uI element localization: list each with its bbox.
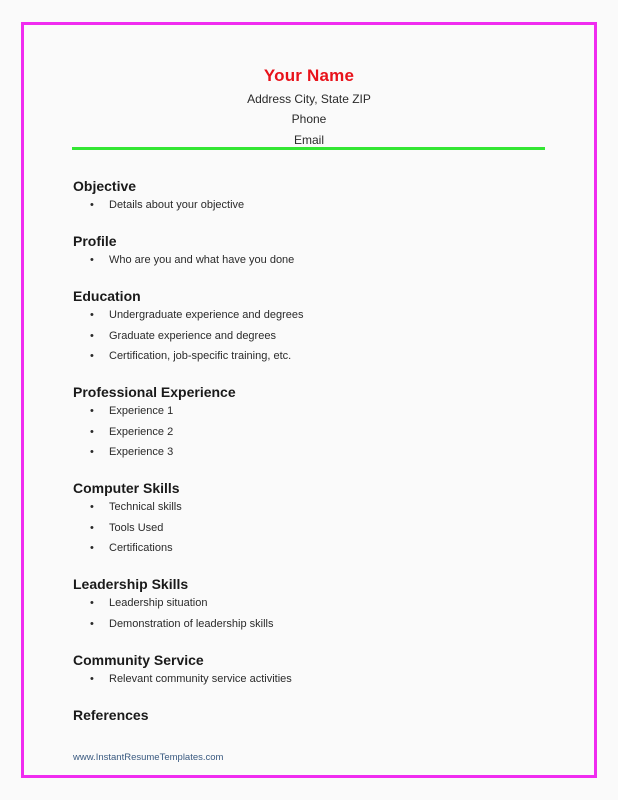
section-objective (73, 177, 573, 216)
bullet-list (73, 497, 573, 559)
section-heading: Education (73, 288, 141, 304)
bullet-list (73, 593, 573, 634)
bullet-list (73, 669, 573, 690)
section-heading: Professional Experience (73, 384, 236, 400)
section-heading: References (73, 707, 149, 723)
list-item: • Experience 1 (73, 401, 573, 422)
bullet-icon: • (90, 254, 94, 266)
list-item: • Details about your objective (73, 195, 573, 216)
address-line: Address City, State ZIP (247, 92, 371, 106)
section-heading: Objective (73, 178, 137, 194)
bullet-icon: • (90, 542, 94, 554)
list-item: • Experience 2 (73, 422, 573, 443)
bullet-icon: • (90, 199, 94, 211)
section-profile (73, 232, 573, 271)
bullet-icon: • (90, 425, 94, 438)
phone-line: Phone (291, 112, 327, 126)
bullet-icon: • (90, 617, 94, 630)
footer-website-link[interactable]: www.InstantResumeTemplates.com (73, 752, 224, 763)
bullet-list (73, 195, 573, 216)
header-divider (72, 147, 545, 150)
list-item: • Who are you and what have you done (73, 250, 573, 271)
bullet-list (73, 401, 573, 463)
section-heading: Computer Skills (73, 480, 180, 496)
bullet-list (73, 305, 573, 367)
bullet-icon: • (90, 597, 94, 609)
section-references (73, 706, 573, 724)
bullet-icon: • (90, 673, 94, 685)
list-item: • Tools Used (73, 518, 573, 539)
list-item: • Technical skills (73, 497, 573, 518)
email-line: Email (293, 133, 324, 147)
section-computer-skills (73, 479, 573, 559)
list-item: • Leadership situation (73, 593, 573, 614)
list-item: • Demonstration of leadership skills (73, 614, 573, 635)
section-heading: Community Service (73, 652, 204, 668)
section-education (73, 287, 573, 367)
bullet-icon: • (90, 350, 94, 362)
section-community-service (73, 651, 573, 690)
bullet-icon: • (90, 405, 94, 417)
bullet-list (73, 250, 573, 271)
list-item: • Experience 3 (73, 442, 573, 463)
list-item: • Certification, job-specific training, etc. (73, 346, 573, 367)
section-heading: Profile (73, 233, 117, 249)
bullet-icon: • (90, 446, 94, 458)
bullet-icon: • (90, 309, 94, 321)
list-item: • Undergraduate experience and degrees (73, 305, 573, 326)
section-professional-experience (73, 383, 573, 463)
bullet-icon: • (90, 329, 94, 342)
bullet-icon: • (90, 501, 94, 513)
bullet-icon: • (90, 521, 94, 534)
section-heading: Leadership Skills (73, 576, 189, 592)
list-item: • Graduate experience and degrees (73, 326, 573, 347)
list-item: • Relevant community service activities (73, 669, 573, 690)
list-item: • Certifications (73, 538, 573, 559)
resume-name: Your Name (263, 66, 355, 85)
section-leadership-skills (73, 575, 573, 634)
